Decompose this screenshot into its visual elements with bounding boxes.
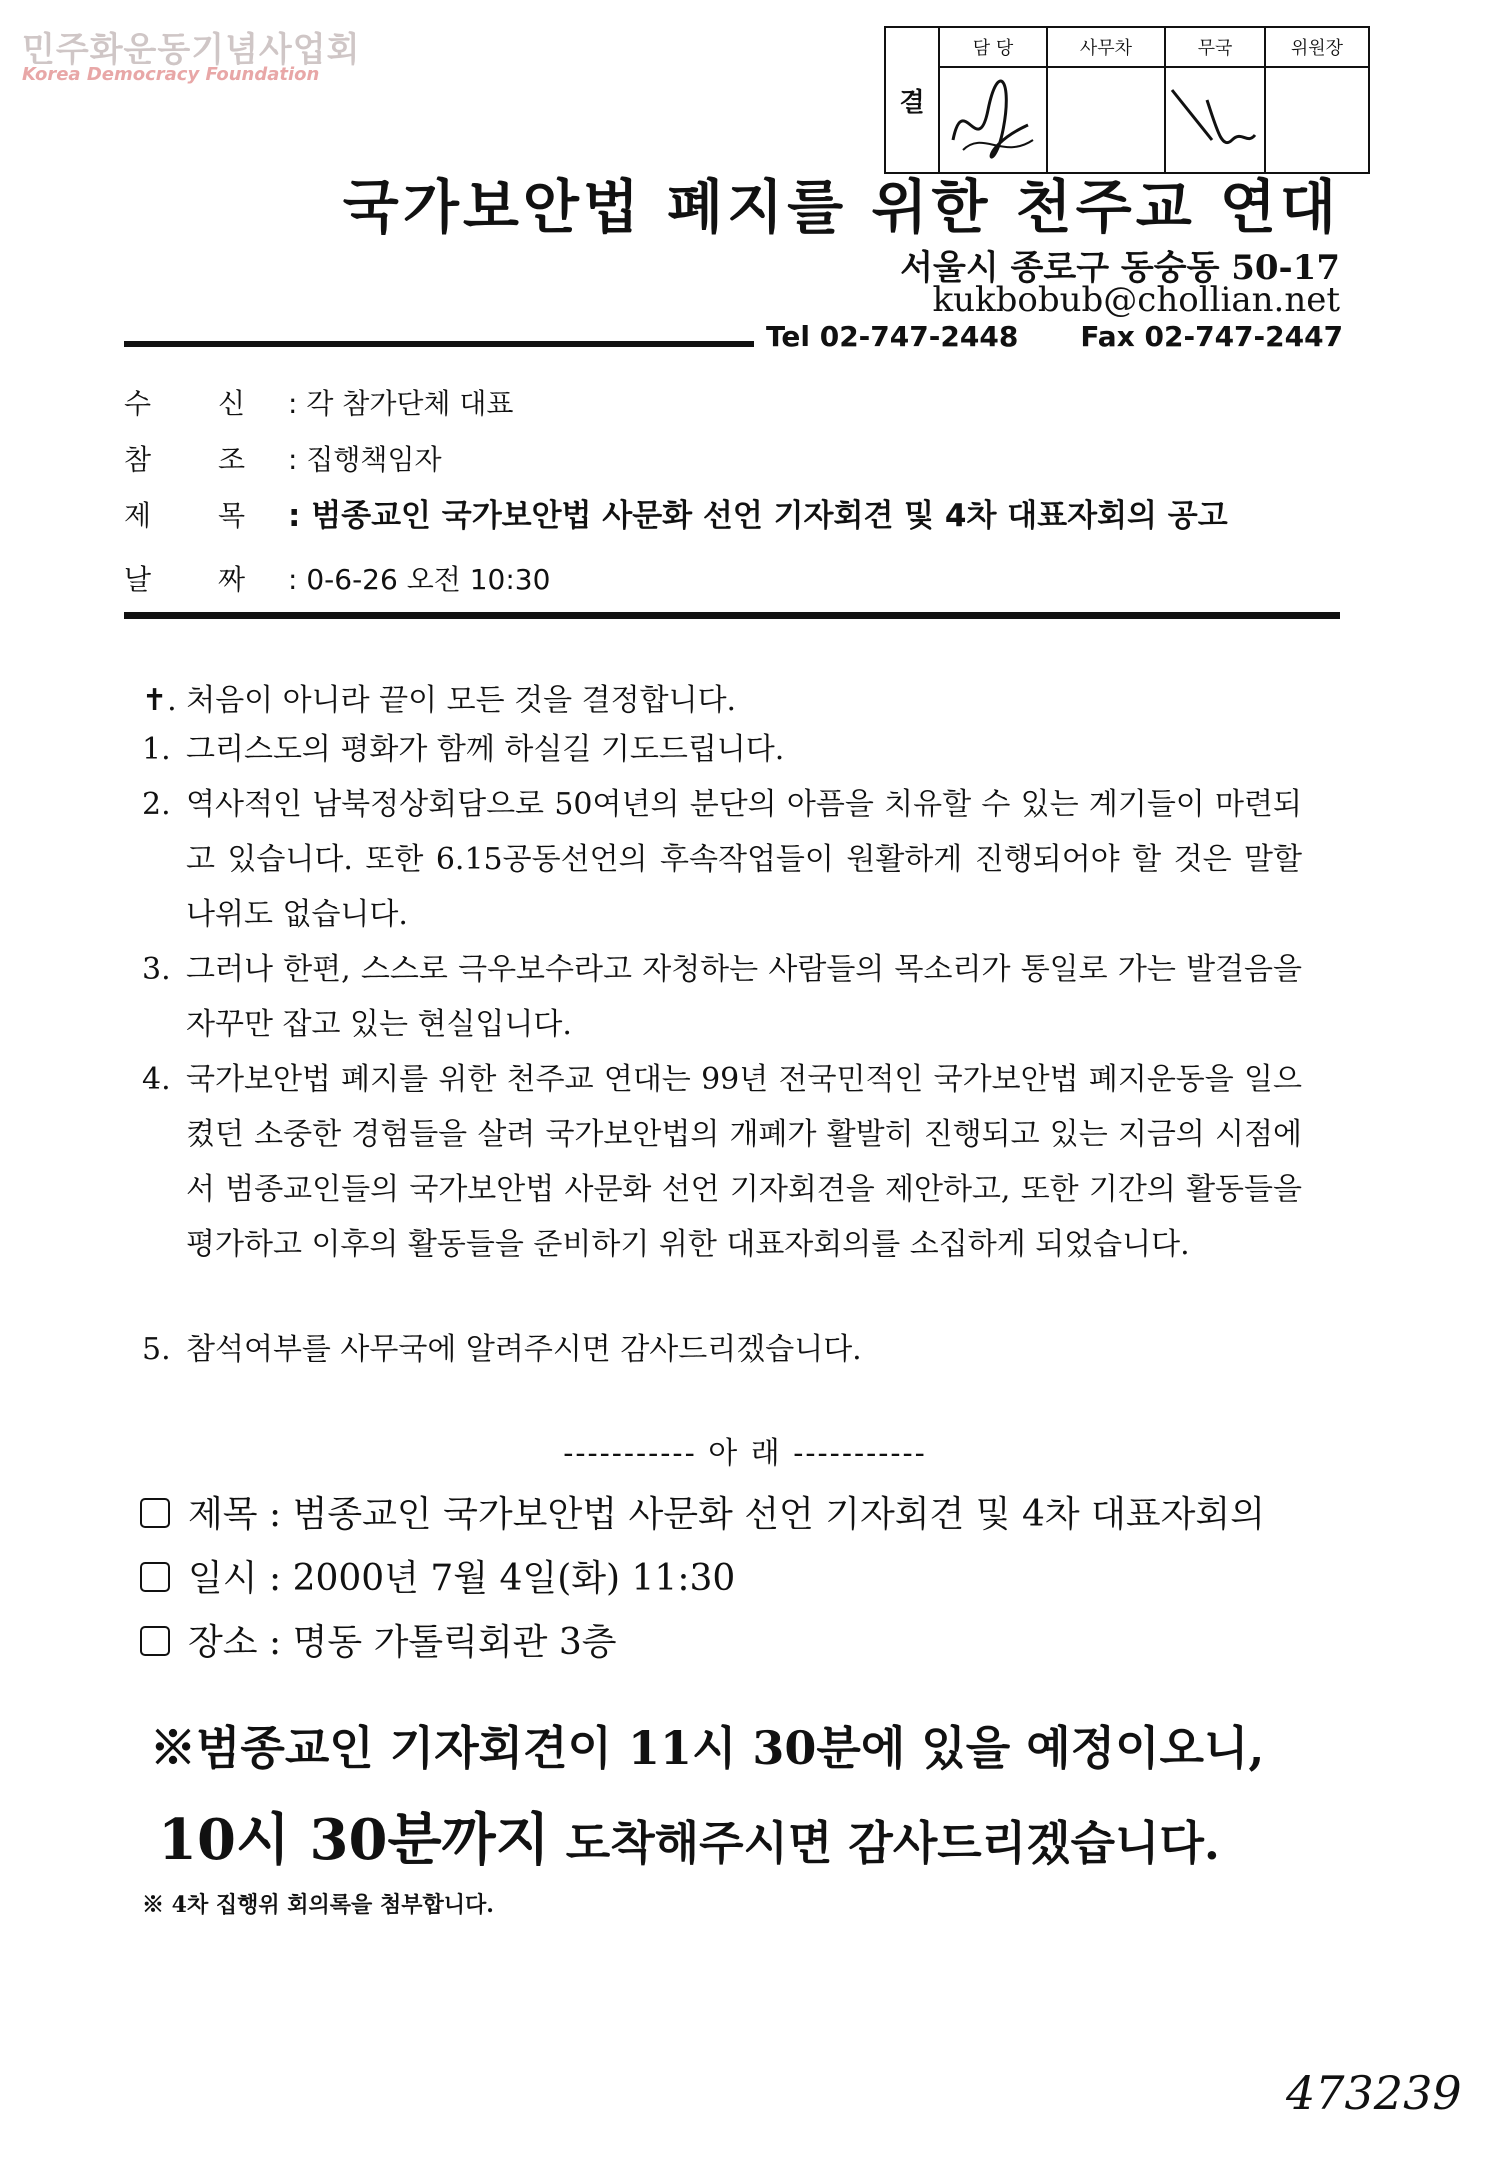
item-number: 1. — [142, 732, 171, 767]
approval-label: 결 — [885, 27, 939, 173]
list-item — [142, 942, 1302, 1052]
contact-line — [766, 320, 1343, 353]
meta-divider — [124, 612, 1340, 619]
watermark-logo-english: Korea Democracy Foundation — [22, 64, 320, 85]
approval-col-secretariat: 무국 — [1165, 27, 1265, 67]
approval-col-deputy: 사무차 — [1047, 27, 1165, 67]
fax: Fax 02-747-2447 — [1080, 320, 1344, 353]
notice-arrival-time: 10시 30분까지 — [158, 1807, 550, 1873]
organization-email: kukbobub@chollian.net — [932, 280, 1340, 320]
detail-text: 일시 : 2000년 7월 4일(화) 11:30 — [188, 1558, 736, 1599]
meta-key: 신 — [218, 387, 246, 420]
approval-col-staff: 담 당 — [939, 27, 1047, 67]
signature-chair — [1265, 67, 1369, 173]
item-text: 참석여부를 사무국에 알려주시면 감사드리겠습니다. — [186, 1332, 862, 1367]
header-divider — [124, 341, 754, 347]
attachment-footnote: ※ 4차 집행위 회의록을 첨부합니다. — [142, 1892, 494, 1918]
checkbox-icon — [140, 1562, 170, 1592]
organization-title: 국가보안법 폐지를 위한 천주교 연대 — [342, 173, 1340, 241]
list-item — [142, 1322, 1302, 1377]
document-number: 473239 — [1286, 2066, 1462, 2120]
checkbox-icon — [140, 1626, 170, 1656]
notice-line-1: ※범종교인 기자회견이 11시 30분에 있을 예정이오니, — [150, 1721, 1265, 1775]
signature-scribble-icon — [943, 70, 1043, 166]
notice-request: 도착해주시면 감사드리겠습니다. — [565, 1816, 1220, 1870]
meta-key: 날 — [124, 563, 152, 596]
meta-key: 참 — [124, 443, 152, 476]
meta-key: 짜 — [218, 563, 246, 596]
item-text: 그러나 한편, 스스로 극우보수라고 자청하는 사람들의 목소리가 통일로 가는 발걸음을 자꾸만 잡고 있는 현실입니다. — [186, 952, 1302, 1042]
detail-location — [140, 1614, 617, 1665]
signature-check-icon — [1167, 70, 1263, 166]
approval-col-chair: 위원장 — [1265, 27, 1369, 67]
detail-text: 장소 : 명동 가톨릭회관 3층 — [188, 1622, 617, 1663]
opening-line: ✝. 처음이 아니라 끝이 모든 것을 결정합니다. — [142, 683, 737, 718]
signature-staff — [939, 67, 1047, 173]
signature-deputy — [1047, 67, 1165, 173]
notice-line-2 — [158, 1796, 1220, 1876]
telephone: Tel 02-747-2448 — [766, 320, 1019, 353]
meta-value: : 각 참가단체 대표 — [288, 387, 514, 420]
approval-stamp-table — [884, 26, 1370, 174]
detail-subject — [140, 1486, 1265, 1537]
detail-text: 제목 : 범종교인 국가보안법 사문화 선언 기자회견 및 4차 대표자회의 — [188, 1494, 1265, 1535]
signature-secretariat — [1165, 67, 1265, 173]
list-item — [142, 1052, 1302, 1272]
meta-key: 목 — [218, 499, 246, 532]
meta-key: 수 — [124, 387, 152, 420]
details-heading: ----------- 아 래 ----------- — [563, 1436, 927, 1471]
item-number: 4. — [142, 1062, 171, 1097]
watermark-logo-korean: 민주화운동기념사업회 — [22, 30, 361, 70]
meta-key: 제 — [124, 499, 152, 532]
item-text: 그리스도의 평화가 함께 하실길 기도드립니다. — [186, 732, 785, 767]
item-number: 5. — [142, 1332, 171, 1367]
item-number: 3. — [142, 952, 171, 987]
organization-address: 서울시 종로구 동숭동 50-17 — [900, 248, 1340, 288]
detail-datetime — [140, 1550, 735, 1601]
meta-value: : 범종교인 국가보안법 사문화 선언 기자회견 및 4차 대표자회의 공고 — [288, 498, 1228, 534]
meta-value: : 0-6-26 오전 10:30 — [288, 563, 551, 596]
list-item — [142, 722, 1302, 777]
list-item — [142, 777, 1302, 942]
item-number: 2. — [142, 787, 171, 822]
meta-value: : 집행책임자 — [288, 443, 442, 476]
checkbox-icon — [140, 1498, 170, 1528]
meta-key: 조 — [218, 443, 246, 476]
item-text: 국가보안법 폐지를 위한 천주교 연대는 99년 전국민적인 국가보안법 폐지운동을 일으켰던 소중한 경험들을 살려 국가보안법의 개폐가 활발히 진행되고 있는 지금의 시점에서 범종교인들의 국가보안법 사문화 선언 기자회견을 제안하고, 또한 기간의 활동들을 평가하고 이후의 활동들을 준비하기 위한 대표자회의를 소집하게 되었습니다. — [186, 1062, 1302, 1262]
item-text: 역사적인 남북정상회담으로 50여년의 분단의 아픔을 치유할 수 있는 계기들이 마련되고 있습니다. 또한 6.15공동선언의 후속작업들이 원활하게 진행되어야 할 것은 말할 나위도 없습니다. — [186, 787, 1302, 932]
